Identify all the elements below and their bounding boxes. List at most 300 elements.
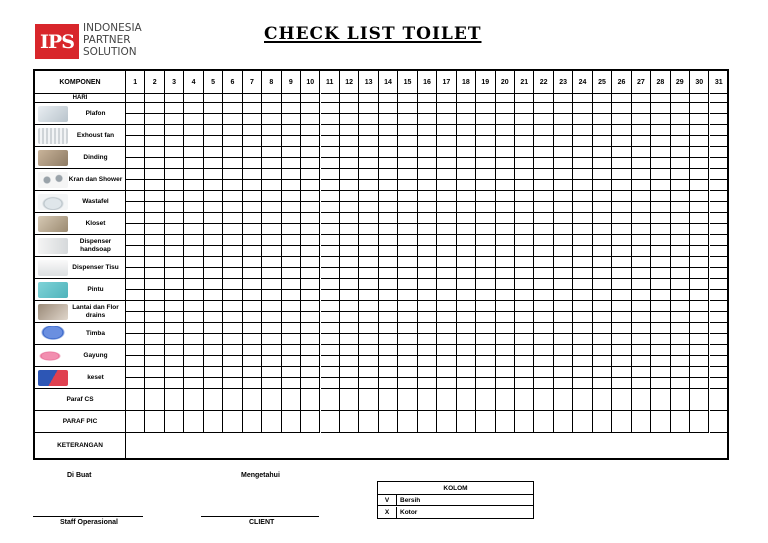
check-cell[interactable]	[145, 191, 164, 202]
check-cell[interactable]	[457, 180, 476, 191]
check-cell[interactable]	[145, 235, 164, 246]
check-cell[interactable]	[710, 235, 729, 246]
check-cell[interactable]	[418, 323, 437, 334]
check-cell[interactable]	[223, 257, 242, 268]
check-cell[interactable]	[165, 301, 184, 312]
check-cell[interactable]	[340, 290, 359, 301]
check-cell[interactable]	[554, 290, 573, 301]
check-cell[interactable]	[515, 103, 534, 114]
check-cell[interactable]	[184, 312, 203, 323]
check-cell[interactable]	[204, 312, 223, 323]
check-cell[interactable]	[282, 345, 301, 356]
check-cell[interactable]	[457, 356, 476, 367]
check-cell[interactable]	[398, 136, 417, 147]
check-cell[interactable]	[126, 191, 145, 202]
check-cell[interactable]	[282, 180, 301, 191]
check-cell[interactable]	[398, 279, 417, 290]
check-cell[interactable]	[398, 180, 417, 191]
check-cell[interactable]	[651, 147, 670, 158]
check-cell[interactable]	[340, 268, 359, 279]
check-cell[interactable]	[204, 147, 223, 158]
paraf-pic-cell[interactable]	[282, 411, 301, 433]
check-cell[interactable]	[243, 169, 262, 180]
check-cell[interactable]	[476, 367, 495, 378]
check-cell[interactable]	[496, 378, 515, 389]
check-cell[interactable]	[515, 268, 534, 279]
check-cell[interactable]	[379, 147, 398, 158]
check-cell[interactable]	[632, 312, 651, 323]
check-cell[interactable]	[593, 158, 612, 169]
check-cell[interactable]	[204, 356, 223, 367]
check-cell[interactable]	[554, 268, 573, 279]
check-cell[interactable]	[243, 323, 262, 334]
check-cell[interactable]	[223, 334, 242, 345]
check-cell[interactable]	[457, 114, 476, 125]
check-cell[interactable]	[243, 246, 262, 257]
check-cell[interactable]	[651, 246, 670, 257]
paraf-cs-cell[interactable]	[437, 389, 456, 411]
check-cell[interactable]	[165, 114, 184, 125]
check-cell[interactable]	[262, 345, 281, 356]
check-cell[interactable]	[671, 378, 690, 389]
check-cell[interactable]	[282, 224, 301, 235]
check-cell[interactable]	[145, 202, 164, 213]
check-cell[interactable]	[612, 235, 631, 246]
paraf-pic-cell[interactable]	[184, 411, 203, 433]
check-cell[interactable]	[282, 191, 301, 202]
check-cell[interactable]	[379, 279, 398, 290]
check-cell[interactable]	[126, 345, 145, 356]
check-cell[interactable]	[496, 334, 515, 345]
paraf-cs-cell[interactable]	[359, 389, 378, 411]
check-cell[interactable]	[262, 125, 281, 136]
check-cell[interactable]	[593, 169, 612, 180]
check-cell[interactable]	[671, 202, 690, 213]
check-cell[interactable]	[243, 356, 262, 367]
paraf-pic-cell[interactable]	[554, 411, 573, 433]
day-cell[interactable]	[437, 94, 456, 103]
check-cell[interactable]	[126, 356, 145, 367]
day-cell[interactable]	[418, 94, 437, 103]
check-cell[interactable]	[359, 103, 378, 114]
check-cell[interactable]	[710, 301, 729, 312]
check-cell[interactable]	[301, 367, 320, 378]
check-cell[interactable]	[651, 169, 670, 180]
check-cell[interactable]	[262, 290, 281, 301]
check-cell[interactable]	[398, 345, 417, 356]
check-cell[interactable]	[457, 125, 476, 136]
check-cell[interactable]	[671, 279, 690, 290]
check-cell[interactable]	[710, 378, 729, 389]
check-cell[interactable]	[457, 224, 476, 235]
check-cell[interactable]	[262, 114, 281, 125]
check-cell[interactable]	[612, 147, 631, 158]
check-cell[interactable]	[359, 246, 378, 257]
check-cell[interactable]	[437, 213, 456, 224]
check-cell[interactable]	[223, 378, 242, 389]
check-cell[interactable]	[262, 323, 281, 334]
check-cell[interactable]	[515, 279, 534, 290]
check-cell[interactable]	[612, 301, 631, 312]
check-cell[interactable]	[476, 213, 495, 224]
check-cell[interactable]	[340, 356, 359, 367]
check-cell[interactable]	[457, 345, 476, 356]
check-cell[interactable]	[262, 312, 281, 323]
check-cell[interactable]	[632, 147, 651, 158]
check-cell[interactable]	[534, 103, 553, 114]
check-cell[interactable]	[379, 246, 398, 257]
check-cell[interactable]	[515, 356, 534, 367]
check-cell[interactable]	[632, 158, 651, 169]
paraf-cs-cell[interactable]	[496, 389, 515, 411]
day-cell[interactable]	[554, 94, 573, 103]
check-cell[interactable]	[593, 103, 612, 114]
check-cell[interactable]	[379, 191, 398, 202]
check-cell[interactable]	[534, 158, 553, 169]
check-cell[interactable]	[651, 301, 670, 312]
day-cell[interactable]	[515, 94, 534, 103]
check-cell[interactable]	[165, 136, 184, 147]
check-cell[interactable]	[515, 367, 534, 378]
check-cell[interactable]	[359, 323, 378, 334]
check-cell[interactable]	[671, 114, 690, 125]
check-cell[interactable]	[612, 103, 631, 114]
check-cell[interactable]	[593, 213, 612, 224]
check-cell[interactable]	[496, 367, 515, 378]
check-cell[interactable]	[554, 334, 573, 345]
check-cell[interactable]	[534, 279, 553, 290]
paraf-pic-cell[interactable]	[632, 411, 651, 433]
check-cell[interactable]	[282, 103, 301, 114]
check-cell[interactable]	[457, 334, 476, 345]
check-cell[interactable]	[496, 180, 515, 191]
check-cell[interactable]	[690, 158, 709, 169]
check-cell[interactable]	[282, 114, 301, 125]
check-cell[interactable]	[554, 345, 573, 356]
check-cell[interactable]	[379, 257, 398, 268]
check-cell[interactable]	[476, 147, 495, 158]
check-cell[interactable]	[612, 345, 631, 356]
check-cell[interactable]	[126, 125, 145, 136]
check-cell[interactable]	[262, 202, 281, 213]
check-cell[interactable]	[651, 224, 670, 235]
check-cell[interactable]	[126, 103, 145, 114]
check-cell[interactable]	[690, 202, 709, 213]
check-cell[interactable]	[437, 180, 456, 191]
check-cell[interactable]	[398, 224, 417, 235]
check-cell[interactable]	[690, 345, 709, 356]
check-cell[interactable]	[573, 312, 592, 323]
paraf-pic-cell[interactable]	[321, 411, 340, 433]
check-cell[interactable]	[340, 213, 359, 224]
check-cell[interactable]	[476, 290, 495, 301]
check-cell[interactable]	[184, 334, 203, 345]
check-cell[interactable]	[632, 279, 651, 290]
check-cell[interactable]	[321, 235, 340, 246]
check-cell[interactable]	[632, 103, 651, 114]
check-cell[interactable]	[243, 367, 262, 378]
check-cell[interactable]	[262, 103, 281, 114]
check-cell[interactable]	[359, 334, 378, 345]
check-cell[interactable]	[476, 301, 495, 312]
check-cell[interactable]	[145, 158, 164, 169]
check-cell[interactable]	[496, 125, 515, 136]
check-cell[interactable]	[262, 235, 281, 246]
check-cell[interactable]	[612, 246, 631, 257]
check-cell[interactable]	[340, 279, 359, 290]
check-cell[interactable]	[612, 125, 631, 136]
check-cell[interactable]	[262, 158, 281, 169]
check-cell[interactable]	[418, 125, 437, 136]
check-cell[interactable]	[690, 224, 709, 235]
check-cell[interactable]	[476, 345, 495, 356]
check-cell[interactable]	[379, 367, 398, 378]
check-cell[interactable]	[632, 345, 651, 356]
check-cell[interactable]	[204, 279, 223, 290]
check-cell[interactable]	[554, 279, 573, 290]
check-cell[interactable]	[340, 345, 359, 356]
day-cell[interactable]	[126, 94, 145, 103]
day-cell[interactable]	[301, 94, 320, 103]
check-cell[interactable]	[437, 169, 456, 180]
check-cell[interactable]	[554, 114, 573, 125]
paraf-cs-cell[interactable]	[593, 389, 612, 411]
day-cell[interactable]	[282, 94, 301, 103]
check-cell[interactable]	[437, 191, 456, 202]
check-cell[interactable]	[690, 103, 709, 114]
check-cell[interactable]	[126, 180, 145, 191]
check-cell[interactable]	[301, 279, 320, 290]
check-cell[interactable]	[359, 147, 378, 158]
check-cell[interactable]	[418, 224, 437, 235]
check-cell[interactable]	[262, 367, 281, 378]
check-cell[interactable]	[321, 367, 340, 378]
check-cell[interactable]	[321, 213, 340, 224]
check-cell[interactable]	[573, 290, 592, 301]
check-cell[interactable]	[126, 158, 145, 169]
check-cell[interactable]	[126, 312, 145, 323]
check-cell[interactable]	[184, 235, 203, 246]
check-cell[interactable]	[398, 235, 417, 246]
check-cell[interactable]	[476, 378, 495, 389]
check-cell[interactable]	[204, 125, 223, 136]
check-cell[interactable]	[671, 169, 690, 180]
check-cell[interactable]	[243, 334, 262, 345]
check-cell[interactable]	[223, 114, 242, 125]
check-cell[interactable]	[710, 224, 729, 235]
check-cell[interactable]	[534, 290, 553, 301]
paraf-pic-cell[interactable]	[301, 411, 320, 433]
check-cell[interactable]	[204, 301, 223, 312]
check-cell[interactable]	[243, 158, 262, 169]
check-cell[interactable]	[282, 246, 301, 257]
check-cell[interactable]	[126, 246, 145, 257]
check-cell[interactable]	[573, 323, 592, 334]
check-cell[interactable]	[437, 334, 456, 345]
check-cell[interactable]	[476, 114, 495, 125]
check-cell[interactable]	[418, 147, 437, 158]
check-cell[interactable]	[145, 147, 164, 158]
check-cell[interactable]	[243, 257, 262, 268]
check-cell[interactable]	[651, 191, 670, 202]
day-cell[interactable]	[398, 94, 417, 103]
check-cell[interactable]	[437, 378, 456, 389]
check-cell[interactable]	[379, 103, 398, 114]
check-cell[interactable]	[243, 180, 262, 191]
check-cell[interactable]	[515, 224, 534, 235]
check-cell[interactable]	[690, 114, 709, 125]
check-cell[interactable]	[184, 301, 203, 312]
check-cell[interactable]	[593, 378, 612, 389]
check-cell[interactable]	[457, 213, 476, 224]
check-cell[interactable]	[671, 125, 690, 136]
check-cell[interactable]	[262, 246, 281, 257]
check-cell[interactable]	[165, 246, 184, 257]
check-cell[interactable]	[223, 290, 242, 301]
check-cell[interactable]	[223, 169, 242, 180]
check-cell[interactable]	[437, 202, 456, 213]
check-cell[interactable]	[301, 301, 320, 312]
check-cell[interactable]	[612, 213, 631, 224]
check-cell[interactable]	[457, 147, 476, 158]
check-cell[interactable]	[145, 224, 164, 235]
check-cell[interactable]	[573, 136, 592, 147]
check-cell[interactable]	[437, 345, 456, 356]
check-cell[interactable]	[554, 257, 573, 268]
check-cell[interactable]	[165, 147, 184, 158]
keterangan-field[interactable]	[126, 433, 727, 458]
check-cell[interactable]	[359, 136, 378, 147]
check-cell[interactable]	[321, 180, 340, 191]
check-cell[interactable]	[321, 136, 340, 147]
check-cell[interactable]	[534, 345, 553, 356]
check-cell[interactable]	[671, 323, 690, 334]
check-cell[interactable]	[321, 147, 340, 158]
check-cell[interactable]	[359, 125, 378, 136]
check-cell[interactable]	[301, 125, 320, 136]
check-cell[interactable]	[612, 169, 631, 180]
paraf-pic-cell[interactable]	[204, 411, 223, 433]
check-cell[interactable]	[418, 334, 437, 345]
check-cell[interactable]	[398, 158, 417, 169]
check-cell[interactable]	[593, 191, 612, 202]
check-cell[interactable]	[515, 213, 534, 224]
check-cell[interactable]	[398, 257, 417, 268]
check-cell[interactable]	[515, 202, 534, 213]
check-cell[interactable]	[398, 125, 417, 136]
check-cell[interactable]	[710, 334, 729, 345]
paraf-pic-cell[interactable]	[437, 411, 456, 433]
check-cell[interactable]	[671, 147, 690, 158]
check-cell[interactable]	[573, 125, 592, 136]
check-cell[interactable]	[398, 191, 417, 202]
check-cell[interactable]	[534, 312, 553, 323]
check-cell[interactable]	[126, 268, 145, 279]
check-cell[interactable]	[534, 136, 553, 147]
check-cell[interactable]	[359, 290, 378, 301]
check-cell[interactable]	[204, 136, 223, 147]
day-cell[interactable]	[359, 94, 378, 103]
check-cell[interactable]	[496, 257, 515, 268]
paraf-cs-cell[interactable]	[398, 389, 417, 411]
check-cell[interactable]	[321, 356, 340, 367]
check-cell[interactable]	[710, 169, 729, 180]
check-cell[interactable]	[651, 257, 670, 268]
check-cell[interactable]	[262, 191, 281, 202]
day-cell[interactable]	[690, 94, 709, 103]
check-cell[interactable]	[534, 169, 553, 180]
check-cell[interactable]	[457, 103, 476, 114]
check-cell[interactable]	[612, 136, 631, 147]
check-cell[interactable]	[710, 356, 729, 367]
day-cell[interactable]	[457, 94, 476, 103]
check-cell[interactable]	[418, 202, 437, 213]
paraf-cs-cell[interactable]	[515, 389, 534, 411]
check-cell[interactable]	[359, 312, 378, 323]
check-cell[interactable]	[359, 301, 378, 312]
check-cell[interactable]	[165, 235, 184, 246]
day-cell[interactable]	[262, 94, 281, 103]
check-cell[interactable]	[379, 158, 398, 169]
check-cell[interactable]	[457, 202, 476, 213]
paraf-pic-cell[interactable]	[651, 411, 670, 433]
check-cell[interactable]	[651, 103, 670, 114]
check-cell[interactable]	[398, 356, 417, 367]
check-cell[interactable]	[379, 290, 398, 301]
check-cell[interactable]	[301, 235, 320, 246]
paraf-cs-cell[interactable]	[534, 389, 553, 411]
paraf-cs-cell[interactable]	[126, 389, 145, 411]
paraf-pic-cell[interactable]	[398, 411, 417, 433]
check-cell[interactable]	[476, 224, 495, 235]
check-cell[interactable]	[184, 158, 203, 169]
paraf-cs-cell[interactable]	[612, 389, 631, 411]
check-cell[interactable]	[593, 312, 612, 323]
check-cell[interactable]	[340, 191, 359, 202]
check-cell[interactable]	[632, 246, 651, 257]
check-cell[interactable]	[126, 279, 145, 290]
check-cell[interactable]	[204, 169, 223, 180]
check-cell[interactable]	[145, 323, 164, 334]
check-cell[interactable]	[632, 257, 651, 268]
check-cell[interactable]	[593, 323, 612, 334]
day-cell[interactable]	[321, 94, 340, 103]
check-cell[interactable]	[534, 114, 553, 125]
check-cell[interactable]	[145, 312, 164, 323]
check-cell[interactable]	[301, 345, 320, 356]
check-cell[interactable]	[379, 345, 398, 356]
check-cell[interactable]	[554, 103, 573, 114]
check-cell[interactable]	[184, 279, 203, 290]
paraf-pic-cell[interactable]	[243, 411, 262, 433]
check-cell[interactable]	[710, 312, 729, 323]
check-cell[interactable]	[593, 301, 612, 312]
check-cell[interactable]	[204, 191, 223, 202]
check-cell[interactable]	[340, 136, 359, 147]
check-cell[interactable]	[554, 378, 573, 389]
check-cell[interactable]	[379, 114, 398, 125]
paraf-cs-cell[interactable]	[651, 389, 670, 411]
check-cell[interactable]	[223, 268, 242, 279]
check-cell[interactable]	[145, 180, 164, 191]
check-cell[interactable]	[671, 301, 690, 312]
paraf-pic-cell[interactable]	[359, 411, 378, 433]
check-cell[interactable]	[671, 312, 690, 323]
check-cell[interactable]	[126, 202, 145, 213]
check-cell[interactable]	[398, 290, 417, 301]
check-cell[interactable]	[340, 323, 359, 334]
check-cell[interactable]	[418, 158, 437, 169]
